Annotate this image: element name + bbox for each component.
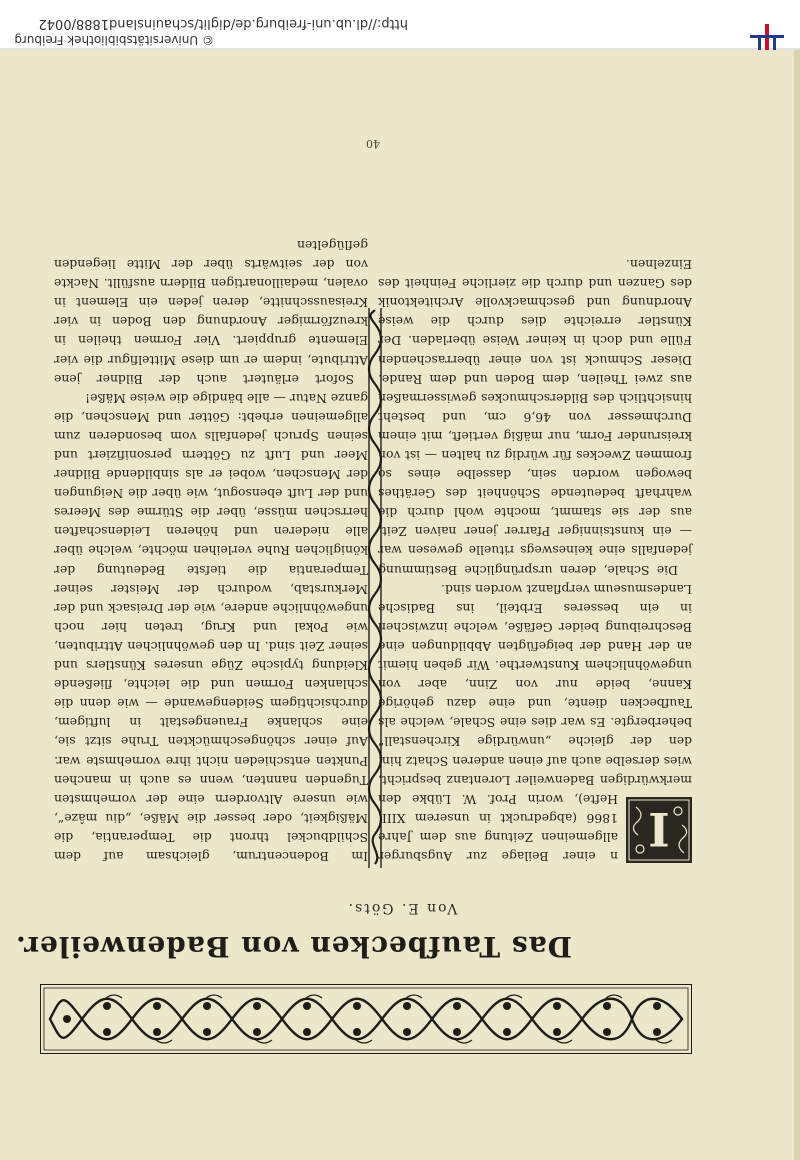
header-border bbox=[0, 48, 800, 50]
viewer-header-bar bbox=[0, 0, 800, 50]
paragraph: n einer Beilage zur Augsburger allgemeinen Zeitung aus dem Jahre 1866 (abgedruckt in unserem XIII. Hefte), worin Prof. W. Lübke den merkwürdigen Badenweiler Lorentanz bespricht, wies derselbe auch auf einen anderen Schatz hin, den der gleiche „unwürdige Kirchenstall“ beherbergte. Es war dies eine Schale, welche als Taufbecken diente, und eine dazu gehörige Kanne, beide nur von Zinn, aber von ungewöhnlichem Kunstwerthe. Wir geben hiemit an der Hand der beigefügten Abbildungen eine Beschreibung beider Gefäße, welche inzwischen in ein besseres Erbteil, ins Badische Landesmuseum verpflanzt worden sind. bbox=[378, 581, 692, 864]
ornamental-header-band bbox=[40, 984, 692, 1054]
university-library-logo bbox=[746, 24, 788, 50]
text-column-left bbox=[378, 255, 692, 866]
paragraph: Im Bodencentrum, gleichsam auf dem Schildbuckel thront die Temperantia, die Mäßigkeit, oder besser die Mäße, „diu mâze“, wie unsere Altvordern eine der vornehmsten Tugenden nannten, wenn es auch in manchen Punkten entschieden nicht ihre vornehmste war. Auf einer schöngeschmückten Truhe sitzt sie, eine schlanke Frauengestalt in luftigem, durchsichtigem Seidengewande — wie denn die schlanken Formen und die leichte, fließende Kleidung typische Züge unseres Künstlers und seiner Zeit sind. In den gewöhnlichen Attributen, wie Pokal und Krug, treten hier noch ungewöhnliche andere, wie der Dreisack und der Merkurstab, wodurch der Meister seiner Temperantia die tiefste Bedeutung der königlichen Ruhe verleihen möchte, welche über alle niederen und höheren Leidenschaften herrschen müsse, über die Stürme des Meeres und der Luft ebensogut, wie über die Neigungen der Menschen, wobei er als sinbildende Bildner Meer und Luft zu Göttern personifiziert und seinen Spruch jedenfalls vom besonderen zum allgemeinen erhebt: Götter und Menschen, die ganze Natur — alle bändige die weise Mäße! bbox=[54, 390, 368, 864]
text-column-right bbox=[54, 236, 368, 866]
paragraph: Die Schale, deren ursprüngliche Bestimmung jedenfalls eine keineswegs rituelle gewesen war — ein kunstsinniger Pfarrer jener naiven Zeit, aus der sie stammt, mochte wohl durch die wahrhaft bedeutende Schönheit des Geräthes bewogen worden sein, dasselbe eines so frommen Zweckes für würdig zu halten — ist von kreisrunder Form, nur mäßig vertieft, mit einem Durchmesser von 46,6 cm, und besteht hinsichtlich des Bilderschmuckes gewissermaßen aus zwei Theilen, dem Boden und dem Rande. Dieser Schmuck ist von einer überraschenden Fülle und doch in keiner Weise überladen. Der Künstler erreichte dies durch die weise Anordnung und geschmackvolle Architektonik des Ganzen und durch die zierliche Feinheit des Einzelnen. bbox=[378, 257, 692, 578]
book-page bbox=[0, 50, 800, 1160]
paragraph: Sofort erläutert auch der Bildner jene Attribute, indem er um diese Mittelfigur die vier Elemente gruppiert. Vier Formen theilen in kreuzförmiger Anordnung den Boden in vier Kreisausschnitte, deren jeden ein Element in ovalen, medaillonartigen Bildern ausfüllt. Nackte von der seitwärts über der Mitte liegenden geflügelten bbox=[54, 238, 368, 387]
page-number: 40 bbox=[366, 137, 380, 150]
article-title: Das Taufbecken von Badenweiler. bbox=[15, 930, 572, 963]
source-url-link[interactable]: http://dl.ub.uni-freiburg.de/diglit/schauinsland1888/0042 bbox=[38, 16, 408, 31]
page-edge-shadow bbox=[794, 50, 800, 1160]
column-divider-ornament bbox=[365, 308, 385, 868]
article-byline: Von E. Göts. bbox=[346, 900, 458, 916]
copyright-notice: © Universitätsbibliothek Freiburg bbox=[14, 33, 214, 47]
decorated-initial bbox=[626, 797, 692, 863]
svg-text:I: I bbox=[648, 802, 670, 856]
